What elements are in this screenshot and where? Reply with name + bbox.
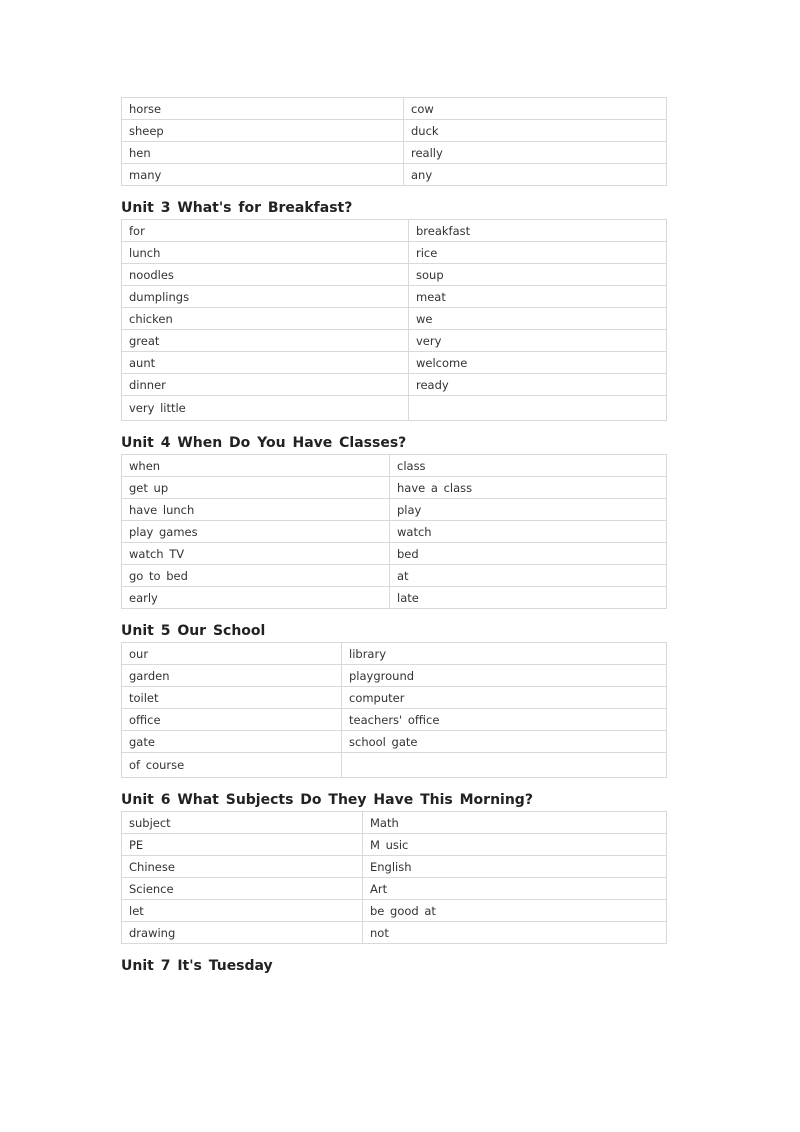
table-row: [122, 900, 667, 922]
word-cell: computer: [342, 687, 667, 709]
vocab-section-unit-5: [121, 621, 667, 778]
table-row: [122, 665, 667, 687]
table-row: [122, 521, 667, 543]
unit-title: Unit 4 When Do You Have Classes?: [121, 435, 407, 451]
word-cell: very: [409, 330, 667, 352]
vocab-table: [121, 642, 667, 778]
word-cell: Science: [122, 878, 363, 900]
word-cell: [409, 396, 667, 421]
word-cell: cow: [404, 98, 667, 120]
word-cell: any: [404, 164, 667, 186]
word-cell: have lunch: [122, 499, 390, 521]
word-cell: watch: [390, 521, 667, 543]
word-cell: dinner: [122, 374, 409, 396]
word-cell: many: [122, 164, 404, 186]
table-row: [122, 396, 667, 421]
table-row: [122, 922, 667, 944]
word-cell: toilet: [122, 687, 342, 709]
word-cell: welcome: [409, 352, 667, 374]
table-row: [122, 220, 667, 242]
table-row: [122, 164, 667, 186]
table-row: [122, 286, 667, 308]
word-cell: play games: [122, 521, 390, 543]
table-row: [122, 543, 667, 565]
table-row: [122, 352, 667, 374]
table-row: [122, 643, 667, 665]
table-row: [122, 878, 667, 900]
word-cell: at: [390, 565, 667, 587]
unit-title: Unit 6 What Subjects Do They Have This Morning?: [121, 792, 533, 808]
table-row: [122, 834, 667, 856]
word-cell: let: [122, 900, 363, 922]
word-cell: early: [122, 587, 390, 609]
word-cell: garden: [122, 665, 342, 687]
word-cell: play: [390, 499, 667, 521]
word-cell: noodles: [122, 264, 409, 286]
word-cell: chicken: [122, 308, 409, 330]
word-cell: [342, 753, 667, 778]
word-cell: gate: [122, 731, 342, 753]
word-cell: school gate: [342, 731, 667, 753]
vocab-section-unit-7: [121, 956, 667, 976]
word-cell: breakfast: [409, 220, 667, 242]
word-cell: late: [390, 587, 667, 609]
word-cell: have a class: [390, 477, 667, 499]
vocab-table: [121, 811, 667, 944]
table-row: [122, 731, 667, 753]
vocab-section-unit-3: [121, 198, 667, 421]
unit-title: Unit 3 What's for Breakfast?: [121, 200, 353, 216]
table-row: [122, 499, 667, 521]
vocab-section-continued: [121, 97, 667, 186]
table-row: [122, 753, 667, 778]
word-cell: be good at: [363, 900, 667, 922]
vocabulary-page: [121, 97, 667, 977]
word-cell: we: [409, 308, 667, 330]
word-cell: class: [390, 455, 667, 477]
word-cell: sheep: [122, 120, 404, 142]
word-cell: PE: [122, 834, 363, 856]
word-cell: bed: [390, 543, 667, 565]
word-cell: dumplings: [122, 286, 409, 308]
word-cell: go to bed: [122, 565, 390, 587]
unit-title: Unit 5 Our School: [121, 623, 266, 639]
word-cell: our: [122, 643, 342, 665]
table-row: [122, 308, 667, 330]
word-cell: great: [122, 330, 409, 352]
vocab-section-unit-4: [121, 433, 667, 609]
word-cell: Art: [363, 878, 667, 900]
table-row: [122, 264, 667, 286]
word-cell: horse: [122, 98, 404, 120]
word-cell: when: [122, 455, 390, 477]
table-row: [122, 477, 667, 499]
word-cell: teachers' office: [342, 709, 667, 731]
word-cell: M usic: [363, 834, 667, 856]
table-row: [122, 856, 667, 878]
word-cell: of course: [122, 753, 342, 778]
table-row: [122, 120, 667, 142]
unit-title: Unit 7 It's Tuesday: [121, 958, 273, 974]
word-cell: very little: [122, 396, 409, 421]
word-cell: library: [342, 643, 667, 665]
table-row: [122, 687, 667, 709]
table-row: [122, 330, 667, 352]
table-row: [122, 98, 667, 120]
word-cell: meat: [409, 286, 667, 308]
vocab-table: [121, 97, 667, 186]
word-cell: rice: [409, 242, 667, 264]
word-cell: Math: [363, 812, 667, 834]
word-cell: lunch: [122, 242, 409, 264]
vocab-table: [121, 454, 667, 609]
table-row: [122, 565, 667, 587]
table-row: [122, 455, 667, 477]
word-cell: office: [122, 709, 342, 731]
word-cell: watch TV: [122, 543, 390, 565]
table-row: [122, 374, 667, 396]
table-row: [122, 812, 667, 834]
word-cell: for: [122, 220, 409, 242]
word-cell: drawing: [122, 922, 363, 944]
word-cell: duck: [404, 120, 667, 142]
word-cell: subject: [122, 812, 363, 834]
word-cell: Chinese: [122, 856, 363, 878]
word-cell: playground: [342, 665, 667, 687]
word-cell: get up: [122, 477, 390, 499]
table-row: [122, 709, 667, 731]
vocab-table: [121, 219, 667, 421]
vocab-section-unit-6: [121, 790, 667, 944]
table-row: [122, 142, 667, 164]
table-row: [122, 587, 667, 609]
word-cell: not: [363, 922, 667, 944]
word-cell: hen: [122, 142, 404, 164]
word-cell: ready: [409, 374, 667, 396]
word-cell: aunt: [122, 352, 409, 374]
word-cell: English: [363, 856, 667, 878]
table-row: [122, 242, 667, 264]
word-cell: soup: [409, 264, 667, 286]
word-cell: really: [404, 142, 667, 164]
